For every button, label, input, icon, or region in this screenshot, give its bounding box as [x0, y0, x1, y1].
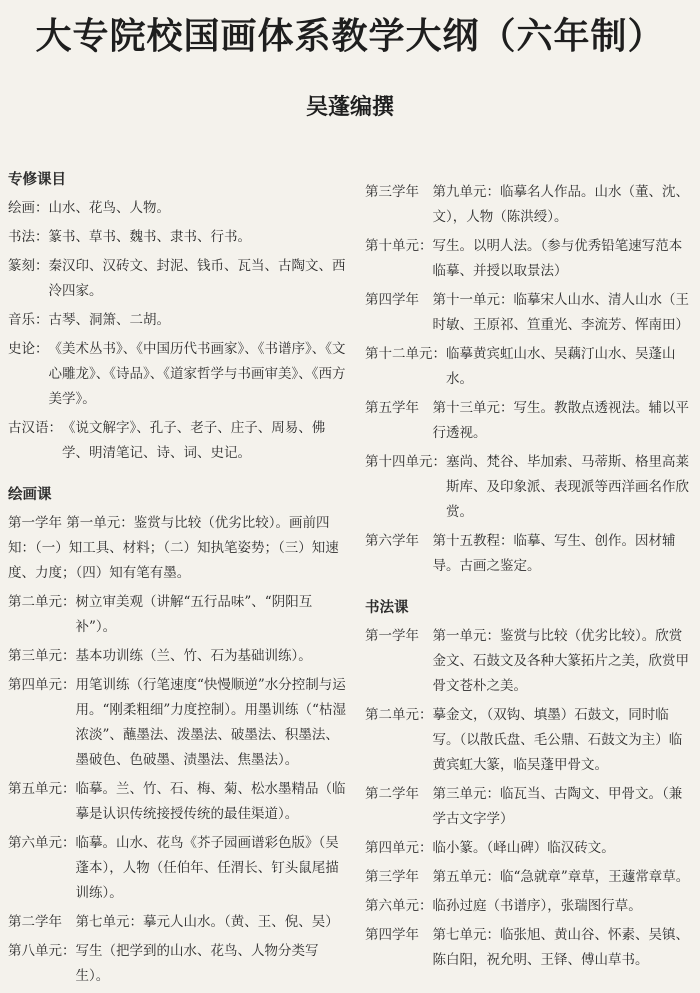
subject-row — [8, 254, 346, 304]
subject-row — [8, 308, 346, 333]
section-heading-major-subjects: 专修课目 — [8, 171, 66, 188]
unit-text: 树立审美观（讲解“五行品味”、“阴阳互补”）。 — [75, 594, 313, 635]
unit-text: 塞尚、梵谷、毕加索、马蒂斯、格里高莱斯库、及印象派、表现派等西洋画名作欣赏。 — [446, 454, 689, 520]
calligraphy-row — [365, 894, 695, 919]
unit-label: 第十二单元： — [365, 346, 446, 362]
subject-label: 史论： — [8, 341, 49, 357]
unit-row — [365, 180, 695, 230]
unit-row — [8, 939, 346, 989]
unit-row — [8, 777, 346, 827]
unit-row — [8, 590, 346, 640]
unit-text: 第七单元：临张旭、黄山谷、怀素、吴镇、陈白阳，祝允明、王铎、傅山草书。 — [432, 927, 689, 968]
unit-row — [365, 342, 695, 392]
subject-label: 篆刻： — [8, 258, 49, 274]
right-column — [365, 180, 695, 977]
unit-row — [365, 234, 695, 284]
unit-row — [8, 910, 346, 935]
unit-text: 第九单元：临摹名人作品。山水（董、沈、文），人物（陈洪绶）。 — [432, 184, 689, 225]
section-heading-painting: 绘画课 — [8, 486, 52, 503]
unit-label: 第四学年 — [365, 292, 433, 308]
unit-row — [365, 450, 695, 525]
unit-label: 第一学年 — [365, 628, 433, 644]
unit-text: 临摹。山水、花鸟《芥子园画谱彩色版》（吴蓬本），人物（任伯年、任渭长、钉头鼠尾描训练）。 — [75, 835, 339, 901]
calligraphy-row — [365, 923, 695, 973]
unit-text: 第五单元：临“急就章”章草，王蘧常章草。 — [432, 869, 690, 885]
calligraphy-row — [365, 782, 695, 832]
unit-text: 写生（把学到的山水、花鸟、人物分类写生）。 — [75, 943, 319, 984]
subject-label: 古汉语： — [8, 420, 62, 436]
subject-text: 古琴、洞箫、二胡。 — [48, 312, 170, 328]
unit-label: 第十四单元： — [365, 454, 446, 470]
left-column — [8, 165, 346, 993]
calligraphy-row — [365, 865, 695, 890]
unit-label: 第六单元： — [8, 835, 76, 851]
unit-row — [8, 644, 346, 669]
unit-text: 第十一单元：临摹宋人山水、清人山水（王时敏、王原祁、笪重光、李流芳、恽南田） — [432, 292, 689, 333]
unit-row — [8, 673, 346, 773]
unit-text: 临小篆。（峄山碑）临汉砖文。 — [432, 840, 615, 856]
unit-label: 第八单元： — [8, 943, 76, 959]
subject-label: 绘画： — [8, 200, 49, 216]
unit-label: 第四单元： — [8, 677, 76, 693]
subject-label: 音乐： — [8, 312, 49, 328]
unit-text: 临摹黄宾虹山水、吴藕汀山水、吴蓬山水。 — [446, 346, 676, 387]
subject-text: 山水、花鸟、人物。 — [48, 200, 170, 216]
unit-label: 第二单元： — [365, 707, 433, 723]
calligraphy-row — [365, 836, 695, 861]
section-heading-calligraphy: 书法课 — [365, 599, 409, 616]
unit-text: 第三单元：临瓦当、古陶文、甲骨文。（兼学古文字学） — [432, 786, 683, 827]
unit-label: 第三单元： — [8, 648, 76, 664]
unit-row — [365, 529, 695, 579]
unit-text: 基本功训练（兰、竹、石为基础训练）。 — [75, 648, 312, 664]
unit-text: 第一单元：鉴赏与比较（优劣比较）。欣赏金文、石鼓文及各种大篆拓片之美，欣赏甲骨文苍朴之美。 — [432, 628, 689, 694]
unit-label: 第六单元： — [365, 898, 433, 914]
unit-label: 第三学年 — [365, 869, 433, 885]
unit-label: 第二学年 — [365, 786, 433, 802]
unit-label: 第三学年 — [365, 184, 433, 200]
unit-text: 用笔训练（行笔速度“快慢顺逆”水分控制与运用。“刚柔粗细”力度控制）。用墨训练（“枯湿浓淡”、蘸墨法、泼墨法、破墨法、积墨法、墨破色、色破墨、渍墨法、焦墨法）。 — [75, 677, 346, 768]
painting-intro: 第一学年 第一单元：鉴赏与比较（优劣比较）。画前四知：（一）知工具、材料；（二）知执笔姿势；（三）知速度、力度；（四）知有笔有墨。 — [8, 515, 339, 581]
unit-text: 第十五教程：临摹、写生、创作。因材辅导。古画之鉴定。 — [432, 533, 676, 574]
unit-text: 第十三单元：写生。教散点透视法。辅以平行透视。 — [432, 400, 689, 441]
calligraphy-row — [365, 624, 695, 699]
unit-text: 第七单元：摹元人山水。（黄、王、倪、吴） — [75, 914, 339, 930]
calligraphy-row — [365, 703, 695, 778]
subject-text: 《美术丛书》、《中国历代书画家》、《书谱序》、《文心雕龙》、《诗品》、《道家哲学与书画审美》、《西方美学》。 — [48, 341, 346, 407]
subject-row — [8, 337, 346, 412]
unit-row — [8, 831, 346, 906]
page-title: 大专院校国画体系教学大纲（六年制） — [35, 15, 665, 57]
unit-text: 临孙过庭（书谱序），张瑞图行草。 — [432, 898, 642, 914]
unit-label: 第十单元： — [365, 238, 433, 254]
author-line: 吴蓬编撰 — [305, 94, 394, 120]
subject-text: 《说文解字》、孔子、老子、庄子、周易、佛学、明清笔记、诗、词、史记。 — [62, 420, 326, 461]
subject-row — [8, 416, 346, 466]
unit-label: 第二单元： — [8, 594, 76, 610]
subject-text: 秦汉印、汉砖文、封泥、钱币、瓦当、古陶文、西泠四家。 — [48, 258, 346, 299]
subject-label: 书法： — [8, 229, 49, 245]
subject-row — [8, 196, 346, 221]
unit-label: 第二学年 — [8, 914, 76, 930]
unit-label: 第五学年 — [365, 400, 433, 416]
subject-text: 篆书、草书、魏书、隶书、行书。 — [48, 229, 251, 245]
unit-label: 第四学年 — [365, 927, 433, 943]
unit-row — [365, 396, 695, 446]
unit-label: 第四单元： — [365, 840, 433, 856]
unit-row — [365, 288, 695, 338]
unit-label: 第六学年 — [365, 533, 433, 549]
unit-label: 第五单元： — [8, 781, 76, 797]
subject-row — [8, 225, 346, 250]
unit-text: 摹金文，（双钩、填墨）石鼓文，同时临写。（以散氏盘、毛公鼎、石鼓文为主）临黄宾虹大篆，临吴蓬甲骨文。 — [432, 707, 683, 773]
unit-text: 写生。以明人法。（参与优秀铅笔速写范本临摹、并授以取景法） — [432, 238, 683, 279]
unit-text: 临摹。兰、竹、石、梅、菊、松水墨精品（临摹是认识传统接授传统的最佳渠道）。 — [75, 781, 346, 822]
